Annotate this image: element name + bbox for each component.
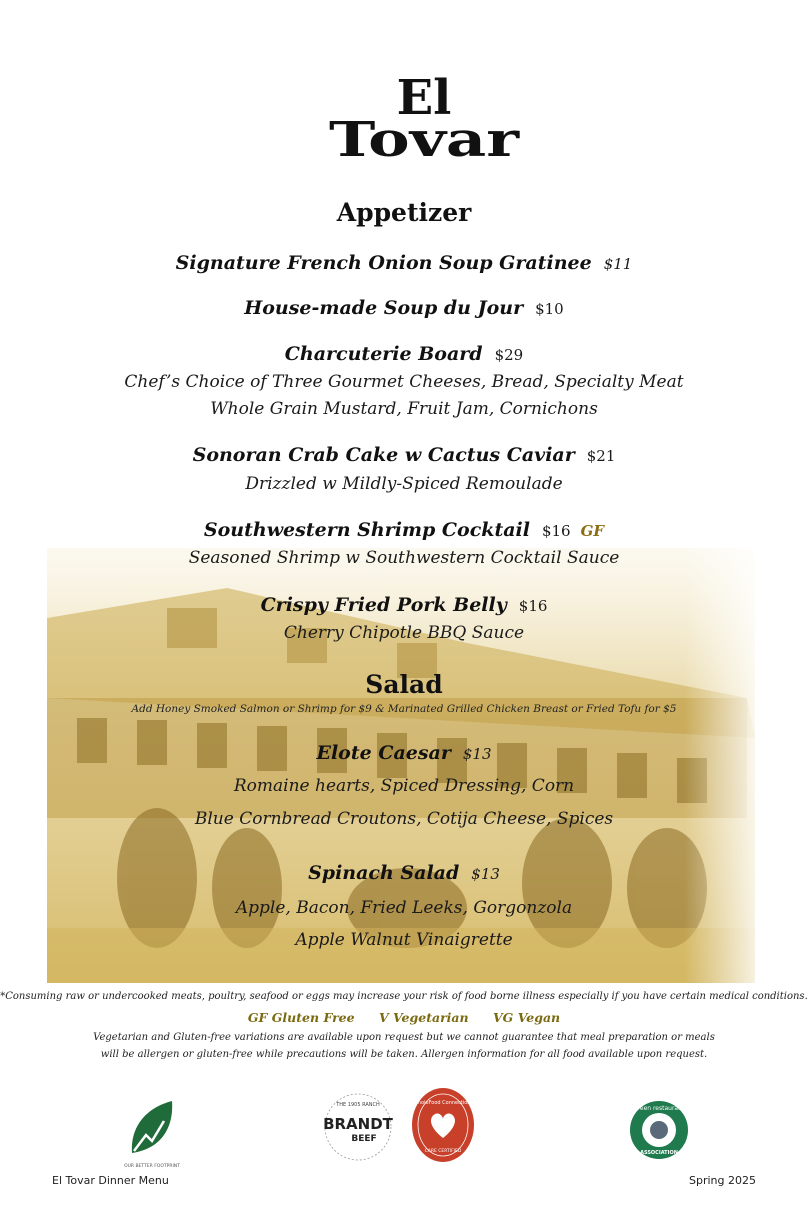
item-description: Whole Grain Mustard, Fruit Jam, Cornichons — [210, 399, 598, 419]
green-restaurant-association-logo — [628, 1098, 690, 1162]
logo-line-el: El — [396, 70, 452, 126]
item-name: Crispy Fried Pork Belly — [260, 594, 507, 616]
legend-gluten-free: GF Gluten Free — [247, 1010, 355, 1025]
appetizer-heading: Appetizer — [336, 198, 472, 227]
item-name: Sonoran Crab Cake w Cactus Caviar — [192, 444, 575, 466]
item-name: Elote Caesar — [316, 742, 451, 764]
item-name: House-made Soup du Jour — [244, 297, 524, 319]
svg-text:THE 1905 RANCH: THE 1905 RANCH — [336, 1102, 380, 1108]
svg-text:BEEF: BEEF — [351, 1134, 377, 1144]
menu-item-charcuterie — [0, 343, 808, 365]
svg-text:OUR BETTER FOOTPRINT: OUR BETTER FOOTPRINT — [124, 1164, 180, 1169]
item-description: Apple Walnut Vinaigrette — [295, 930, 513, 950]
item-description: Romaine hearts, Spiced Dressing, Corn — [233, 776, 575, 796]
heart-badge-icon — [410, 1086, 476, 1164]
footer-menu-name: El Tovar Dinner Menu — [52, 1174, 169, 1187]
item-name: Spinach Salad — [308, 862, 460, 884]
allergen-note-line2: will be allergen or gluten-free while precautions will be taken. Allergen information for all food available upon request. — [100, 1049, 708, 1060]
green-seal-icon — [628, 1098, 690, 1162]
item-description: Cherry Chipotle BBQ Sauce — [283, 623, 525, 643]
brandt-beef-logo — [318, 1090, 398, 1165]
item-price: $11 — [603, 255, 633, 273]
logo-line-tovar: Tovar — [329, 112, 520, 162]
item-description: Blue Cornbread Croutons, Cotija Cheese, Spices — [194, 809, 614, 829]
salad-addon-note: Add Honey Smoked Salmon or Shrimp for $9 & Marinated Grilled Chicken Breast or Fried Tofu for $5 — [131, 703, 677, 715]
legend-vegetarian: V Vegetarian — [378, 1010, 469, 1025]
item-description: Chef’s Choice of Three Gourmet Cheeses, Bread, Specialty Meat — [124, 372, 684, 392]
wholefood-connections-logo — [410, 1086, 476, 1164]
gluten-free-tag: GF — [580, 522, 605, 540]
footer-season: Spring 2025 — [689, 1174, 756, 1187]
menu-item-spinach-salad — [0, 862, 808, 884]
dietary-legend — [0, 1010, 808, 1025]
menu-item-elote-caesar — [0, 742, 808, 764]
svg-text:BRANDT: BRANDT — [323, 1115, 393, 1133]
svg-text:ASSOCIATION: ASSOCIATION — [640, 1150, 678, 1156]
item-name: Charcuterie Board — [284, 343, 483, 365]
item-price: $10 — [535, 300, 564, 318]
our-better-footprint-logo — [124, 1095, 180, 1170]
item-price: $13 — [471, 865, 500, 883]
menu-item-pork-belly — [0, 594, 808, 616]
menu-item-shrimp-cocktail — [0, 519, 808, 541]
salad-heading: Salad — [365, 670, 443, 699]
item-name: Southwestern Shrimp Cocktail — [203, 519, 530, 541]
svg-text:CARE CERTIFIED: CARE CERTIFIED — [424, 1149, 462, 1154]
legend-vegan: VG Vegan — [492, 1010, 561, 1025]
brandt-beef-icon — [318, 1090, 398, 1165]
item-price: $29 — [494, 346, 524, 364]
svg-text:WholeFood Connections: WholeFood Connections — [412, 1100, 474, 1106]
item-price: $13 — [462, 745, 492, 763]
menu-item-french-onion — [0, 252, 808, 274]
el-tovar-logo — [326, 70, 522, 162]
allergen-note-line1: Vegetarian and Gluten-free variations are available upon request but we cannot guarantee that meal preparation or meals — [93, 1032, 715, 1043]
item-price: $21 — [586, 447, 616, 465]
item-price: $16 — [518, 597, 548, 615]
svg-text:green restaurant: green restaurant — [633, 1105, 685, 1112]
menu-item-soup-du-jour — [0, 297, 808, 319]
item-description: Drizzled w Mildly-Spiced Remoulade — [245, 474, 563, 494]
leaf-icon — [124, 1095, 180, 1170]
item-price: $16 — [541, 522, 571, 540]
item-description: Seasoned Shrimp w Southwestern Cocktail Sauce — [188, 548, 620, 568]
menu-item-crab-cake — [0, 444, 808, 466]
item-name: Signature French Onion Soup Gratinee — [175, 252, 592, 274]
raw-food-warning: *Consuming raw or undercooked meats, poultry, seafood or eggs may increase your risk of food borne illness especially if you have certain medical conditions. — [0, 991, 808, 1002]
item-description: Apple, Bacon, Fried Leeks, Gorgonzola — [235, 898, 573, 918]
